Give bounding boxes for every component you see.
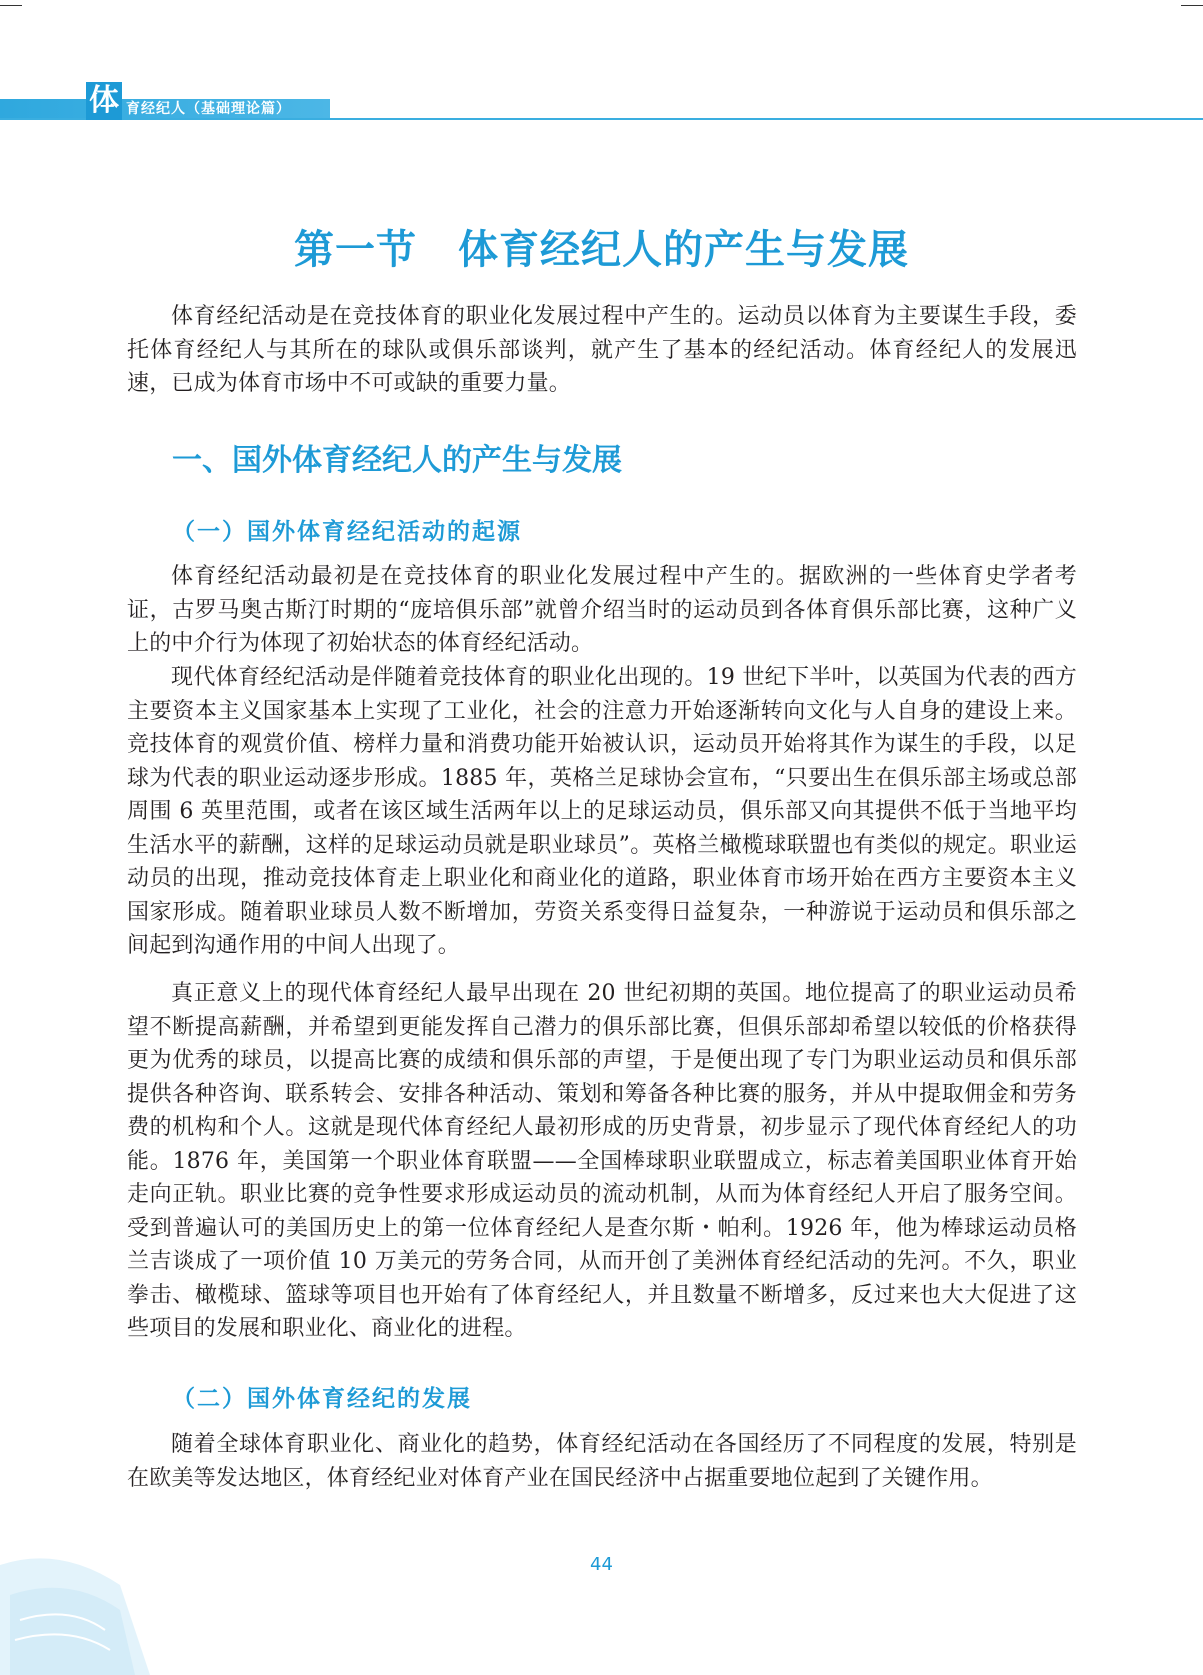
subheading-development: （二）国外体育经纪的发展 bbox=[172, 1386, 472, 1412]
intro-paragraph: 体育经纪活动是在竞技体育的职业化发展过程中产生的。运动员以体育为主要谋生手段，委托体育经纪人与其所在的球队或俱乐部谈判，就产生了基本的经纪活动。体育经纪人的发展迅速，已成为体育市场中不可或缺的重要力量。 bbox=[127, 304, 1077, 396]
page-number: 44 bbox=[590, 1554, 613, 1575]
header-logo: 体 bbox=[86, 82, 122, 120]
paragraph-origin-2: 现代体育经纪活动是伴随着竞技体育的职业化出现的。19 世纪下半叶，以英国为代表的西方主要资本主义国家基本上实现了工业化，社会的注意力开始逐渐转向文化与人自身的建设上来。竞技体育的观赏价值、榜样力量和消费功能开始被认识，运动员开始将其作为谋生的手段，以足球为代表的职业运动逐步形成。1885 年，英格兰足球协会宣布，“只要出生在俱乐部主场或总部周围 6 英里范围，或者在该区域生活两年以上的足球运动员，俱乐部又向其提供不低于当地平均生活水平的薪酬，这样的足球运动员就是职业球员”。英格兰橄榄球联盟也有类似的规定。职业运动员的出现，推动竞技体育走上职业化和商业化的道路，职业体育市场开始在西方主要资本主义国家形成。随着职业球员人数不断增加，劳资关系变得日益复杂，一种游说于运动员和俱乐部之间起到沟通作用的中间人出现了。 bbox=[127, 665, 1077, 958]
paragraph-origin-1: 体育经纪活动最初是在竞技体育的职业化发展过程中产生的。据欧洲的一些体育史学者考证，古罗马奥古斯汀时期的“庞培俱乐部”就曾介绍当时的运动员到各体育俱乐部比赛，这种广义上的中介行为体现了初始状态的体育经纪活动。 bbox=[127, 564, 1077, 656]
heading-foreign-origin: 一、国外体育经纪人的产生与发展 bbox=[172, 443, 622, 478]
running-header-title: 育经纪人（基础理论篇） bbox=[126, 101, 291, 117]
section-title: 第一节 体育经纪人的产生与发展 bbox=[294, 226, 909, 273]
crop-mark-right bbox=[1181, 5, 1203, 6]
paragraph-development: 随着全球体育职业化、商业化的趋势，体育经纪活动在各国经历了不同程度的发展，特别是在欧美等发达地区，体育经纪业对体育产业在国民经济中占据重要地位起到了关键作用。 bbox=[127, 1432, 1077, 1491]
subheading-origin: （一）国外体育经纪活动的起源 bbox=[172, 519, 522, 545]
paragraph-origin-3: 真正意义上的现代体育经纪人最早出现在 20 世纪初期的英国。地位提高了的职业运动员希望不断提高薪酬，并希望到更能发挥自己潜力的俱乐部比赛，但俱乐部却希望以较低的价格获得更为优秀的球员，以提高比赛的成绩和俱乐部的声望，于是便出现了专门为职业运动员和俱乐部提供各种咨询、联系转会、安排各种活动、策划和筹备各种比赛的服务，并从中提取佣金和劳务费的机构和个人。这就是现代体育经纪人最初形成的历史背景，初步显示了现代体育经纪人的功能。1876 年，美国第一个职业体育联盟——全国棒球职业联盟成立，标志着美国职业体育开始走向正轨。职业比赛的竞争性要求形成运动员的流动机制，从而为体育经纪人开启了服务空间。受到普遍认可的美国历史上的第一位体育经纪人是查尔斯・帕利。1926 年，他为棒球运动员格兰吉谈成了一项价值 10 万美元的劳务合同，从而开创了美洲体育经纪活动的先河。不久，职业拳击、橄榄球、篮球等项目也开始有了体育经纪人，并且数量不断增多，反过来也大大促进了这些项目的发展和职业化、商业化的进程。 bbox=[127, 981, 1077, 1341]
crop-mark-left bbox=[0, 5, 22, 6]
book-decoration bbox=[0, 1525, 190, 1675]
